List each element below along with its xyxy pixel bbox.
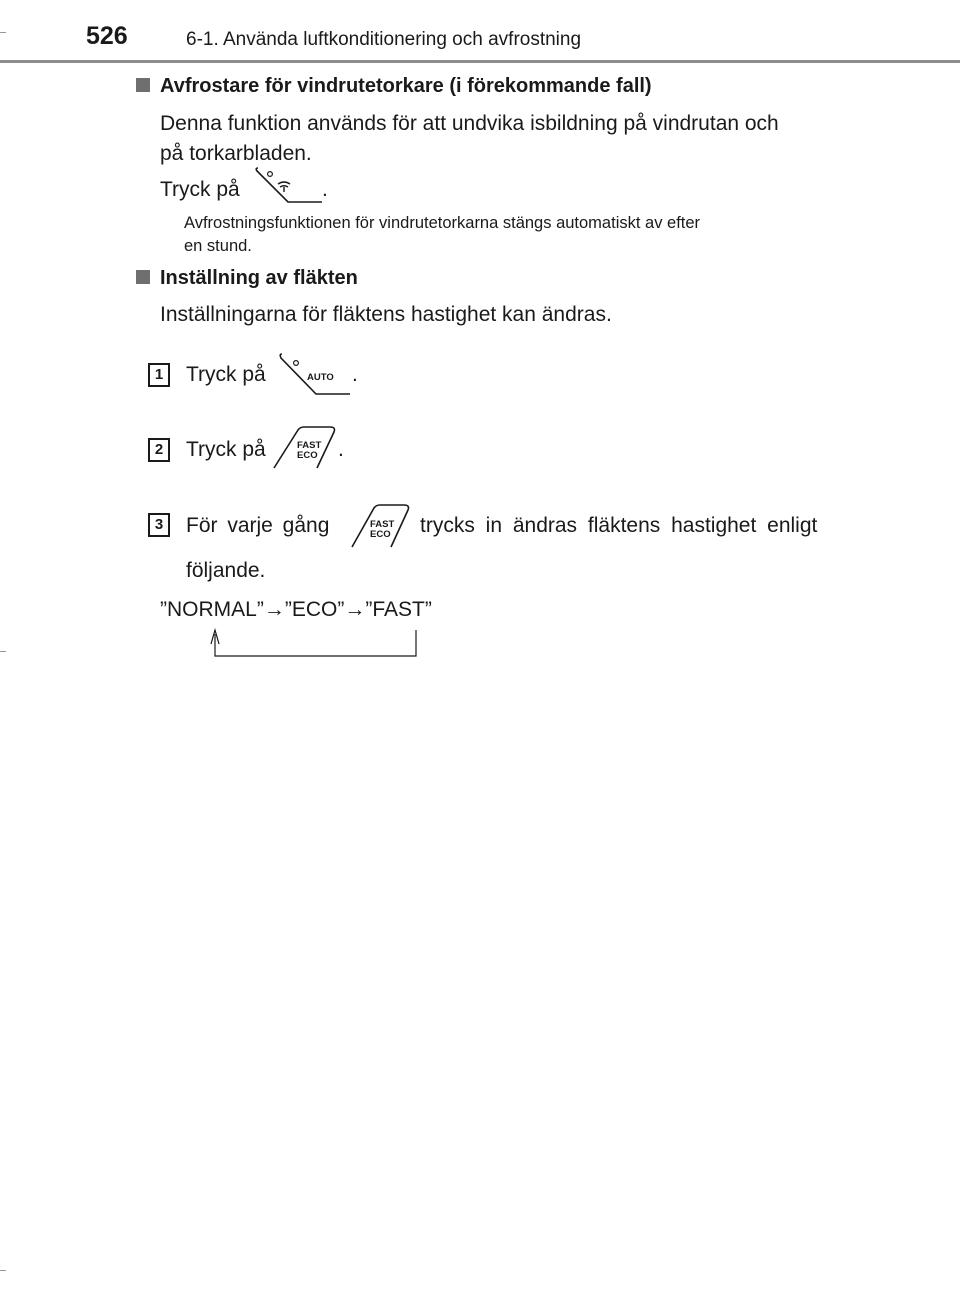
crop-mark	[0, 1270, 6, 1271]
crop-mark	[0, 651, 6, 652]
auto-button-icon	[276, 350, 354, 398]
wiper-deicer-button-icon	[252, 164, 326, 206]
fast-label: FAST	[370, 519, 395, 530]
fast-label: FAST	[297, 440, 322, 451]
section-heading-fan-setting: Inställning av fläkten	[136, 267, 358, 290]
square-bullet-icon	[136, 78, 150, 92]
step-suffix: .	[338, 438, 344, 461]
header-divider	[0, 60, 960, 63]
step-number: 1	[148, 363, 170, 387]
fan-speed-sequence: ”NORMAL”→”ECO”→”FAST”	[160, 598, 432, 621]
section-note: Avfrostningsfunktionen för vindrutetorkarna stängs automatiskt av efter en stund.	[184, 214, 701, 255]
chapter-title: 6-1. Använda luftkonditionering och avfrostning	[186, 29, 582, 50]
auto-button-label: AUTO	[307, 372, 334, 383]
eco-label: ECO	[297, 450, 318, 461]
step-text: Tryck på	[186, 438, 266, 461]
instruction-line: Tryck på	[160, 178, 240, 201]
fast-eco-button-icon	[272, 424, 342, 472]
page-number: 526	[86, 22, 128, 50]
step-number: 3	[148, 513, 170, 537]
step-number: 2	[148, 438, 170, 462]
step-text: För varje gång	[186, 514, 330, 537]
crop-mark	[0, 32, 6, 33]
step-suffix: trycks in ändras fläktens hastighet enligt	[420, 514, 818, 537]
eco-label: ECO	[370, 529, 391, 540]
step-continuation: följande.	[186, 559, 266, 582]
step-text: Tryck på	[186, 363, 266, 386]
section-body: Inställningarna för fläktens hastighet kan ändras.	[160, 303, 612, 326]
return-arrow-icon	[204, 626, 424, 665]
step-suffix: .	[352, 363, 358, 386]
square-bullet-icon	[136, 270, 150, 284]
instruction-suffix: .	[322, 178, 328, 201]
section-body: Denna funktion används för att undvika isbildning på vindrutan och på torkarbladen.	[160, 112, 779, 165]
section-heading-wiper-deicer: Avfrostare för vindrutetorkare (i förekommande fall)	[136, 75, 652, 98]
fast-eco-button-icon	[350, 502, 414, 550]
